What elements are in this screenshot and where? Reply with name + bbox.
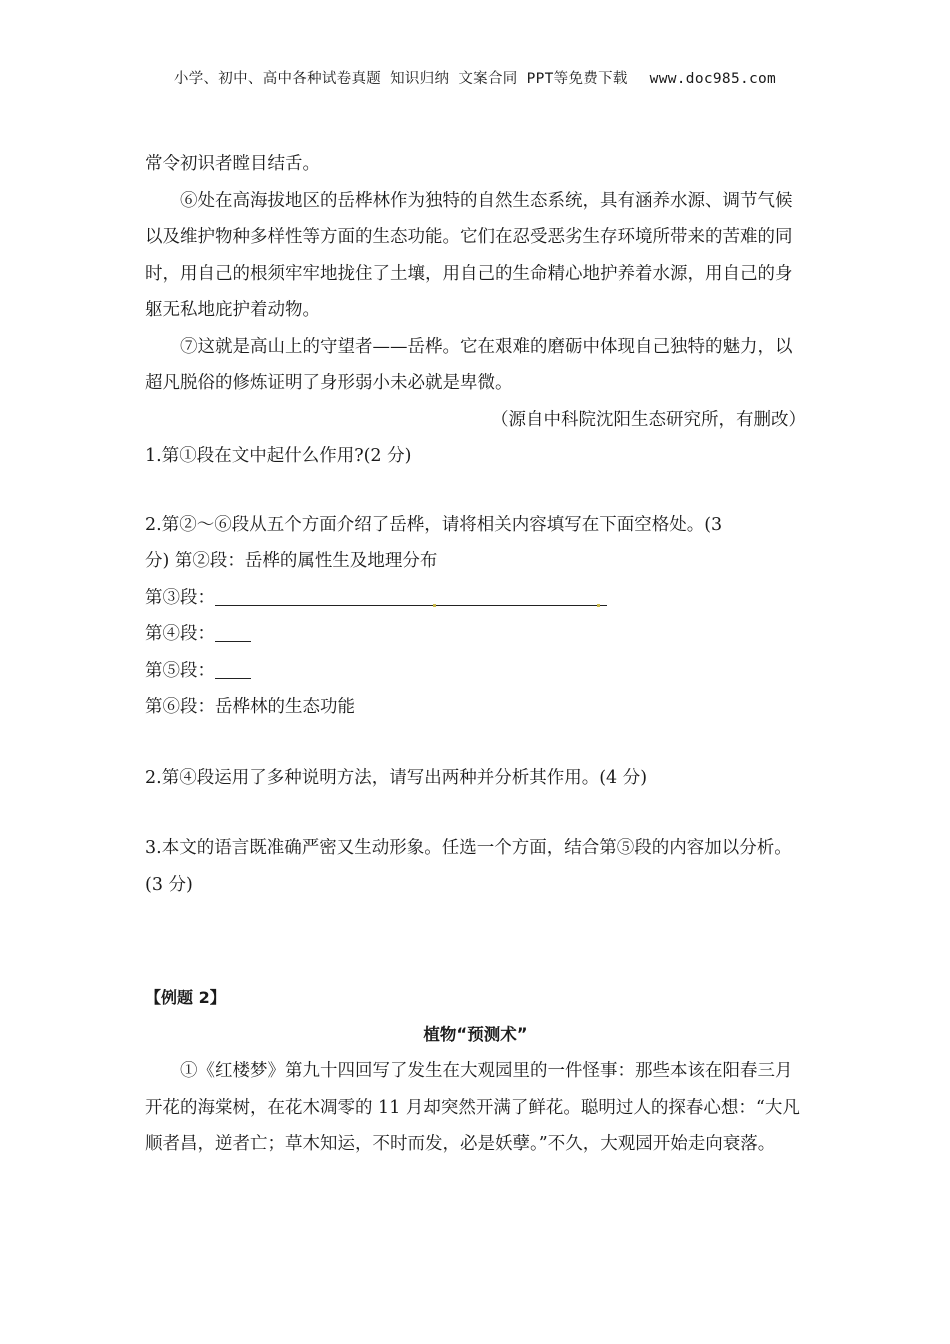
question-2-line-2: 分) 第②段：岳桦的属性生及地理分布 <box>145 551 438 571</box>
passage-continued-text: 常令初识者瞠目结舌。 <box>145 154 320 174</box>
passage-paragraph-6: ⑥处在高海拔地区的岳桦林作为独特的自然生态系统，具有涵养水源、调节气候以及维护物种多样性等方面的生态功能。它们在忍受恶劣生存环境所带来的苦难的同时，用自己的根须牢牢地拢住了土壤，用自己的生命精心地护养着水源，用自己的身躯无私地庇护着动物。 <box>145 190 793 320</box>
question-2-para-6: 第⑥段：岳桦林的生态功能 <box>145 697 355 717</box>
question-2-line-1: 2.第②～⑥段从五个方面介绍了岳桦，请将相关内容填写在下面空格处。(3 <box>145 514 723 535</box>
example-2-label: 【例题 2】 <box>145 988 226 1007</box>
document-body <box>145 146 806 1163</box>
header-site-link[interactable]: www.doc985.com <box>649 71 777 87</box>
question-2-para-3-label: 第③段： <box>145 587 215 608</box>
question-2-para-3-row <box>145 580 806 617</box>
question-1: 1.第①段在文中起什么作用?(2 分) <box>145 446 412 466</box>
question-2-para-5-row <box>145 653 806 690</box>
example-2-paragraph-1: ①《红楼梦》第九十四回写了发生在大观园里的一件怪事：那些本该在阳春三月开花的海棠树，在花木凋零的 11 月却突然开满了鲜花。聪明过人的探春心想：“大凡顺者昌，逆者亡；草木知运，不时而发，必是妖孽。”不久，大观园开始走向衰落。 <box>145 1061 800 1154</box>
question-2-para-5-label: 第⑤段： <box>145 660 215 681</box>
passage-paragraph-7: ⑦这就是高山上的守望者——岳桦。它在艰难的磨砺中体现自己独特的魅力，以超凡脱俗的修炼证明了身形弱小未必就是卑微。 <box>145 336 793 393</box>
answer-blank-para-5[interactable] <box>215 658 251 679</box>
question-2-para-4-row <box>145 616 806 653</box>
page-header <box>0 67 950 88</box>
passage-source: （源自中科院沈阳生态研究所，有删改） <box>491 409 806 430</box>
question-3: 2.第④段运用了多种说明方法，请写出两种并分析其作用。(4 分) <box>145 767 648 788</box>
question-4: 3.本文的语言既准确严密又生动形象。任选一个方面，结合第⑤段的内容加以分析。(3 分) <box>145 838 792 895</box>
question-2-para-4-label: 第④段： <box>145 624 215 644</box>
answer-blank-para-3[interactable] <box>215 585 607 606</box>
answer-blank-para-4[interactable] <box>215 621 251 642</box>
header-text: 小学、初中、高中各种试卷真题 知识归纳 文案合同 PPT等免费下载 <box>173 71 628 87</box>
example-2-title: 植物“预测术” <box>423 1024 528 1044</box>
